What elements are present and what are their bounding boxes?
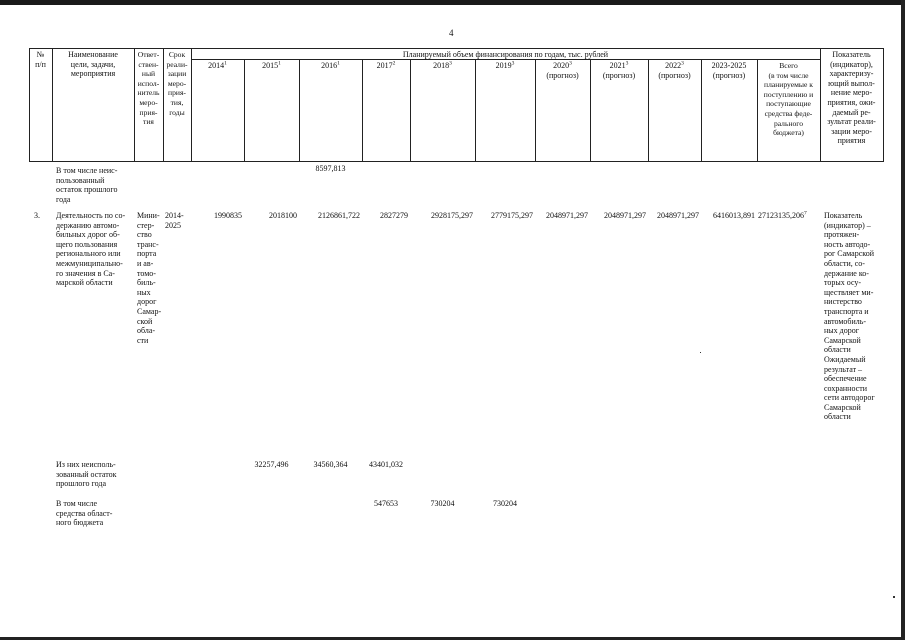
header-year-label: 2020 bbox=[553, 61, 570, 70]
row-regional-budget-2019: 730204 bbox=[493, 499, 517, 508]
vline-2015 bbox=[299, 59, 300, 162]
row-regional-budget-2018: 730204 bbox=[430, 499, 455, 508]
header-col-term: Срок реали- зации меро- прия- тия, годы bbox=[166, 50, 188, 117]
header-year-6 bbox=[535, 61, 590, 80]
row-item-value-3: 2827279 bbox=[380, 211, 408, 220]
row-item-value-8: 2048971,297 bbox=[657, 211, 699, 220]
row-item-value-6: 2048971,297 bbox=[546, 211, 588, 220]
header-year-forecast: (прогноз) bbox=[658, 70, 691, 80]
row-item-number: 3. bbox=[34, 211, 40, 220]
vline-right bbox=[883, 48, 884, 162]
row-item-indicator: Показатель (индикатор) – протяжен- ность автодо- рог Самарской области, со- держание ко- торых осу- ществляет ми- нистерство транспорта и автомобиль- ных дорог Самарской области Ожидаемый результат – обеспечение сохранности сети автодорог Самарской области bbox=[824, 211, 875, 422]
row-item-responsible: Мини- стер- ство транс- порта и ав- томо- биль- ных дорог Самар- ской обла- сти bbox=[137, 211, 162, 345]
header-year-footnote: 1 bbox=[337, 60, 340, 67]
header-year-label: 2018 bbox=[433, 61, 450, 70]
header-bottom-line bbox=[29, 161, 883, 162]
header-year-label: 2019 bbox=[495, 61, 512, 70]
row-unused-balance-name: В том числе неис- пользованный остаток прошлого года bbox=[56, 166, 118, 204]
header-year-4 bbox=[410, 61, 475, 71]
header-year-footnote: 3 bbox=[625, 60, 629, 67]
header-year-3 bbox=[362, 61, 410, 71]
vline-2016 bbox=[362, 59, 363, 162]
header-year-label: 2014 bbox=[208, 61, 225, 70]
row-item-value-0: 1990835 bbox=[214, 211, 242, 220]
row-regional-budget-2017: 547653 bbox=[374, 499, 398, 508]
row-item-value-5: 2779175,297 bbox=[491, 211, 533, 220]
header-year-1 bbox=[244, 61, 299, 71]
header-year-forecast: (прогноз) bbox=[712, 70, 746, 80]
header-col-indicator: Показатель (индикатор), характеризу- ющий выпол- нение меро- приятия, ожи- даемый ре- зультат реали- зации меро- приятия bbox=[827, 50, 876, 146]
row-unused-remainder-name: Из них неисполь- зованный остаток прошлого года bbox=[56, 460, 117, 489]
header-year-label: 2023-2025 bbox=[711, 61, 747, 70]
row-item-value-4: 2928175,297 bbox=[431, 211, 473, 220]
row-item-term: 2014- 2025 bbox=[165, 211, 184, 230]
row-item-total bbox=[758, 211, 807, 221]
row-unused-remainder-2017: 43401,032 bbox=[369, 460, 403, 469]
row-item-total-footnote: 7 bbox=[804, 210, 807, 217]
header-year-footnote: 3 bbox=[569, 60, 572, 67]
row-unused-remainder-2015: 32257,496 bbox=[254, 460, 289, 469]
header-year-5 bbox=[475, 61, 535, 71]
scan-speck bbox=[700, 352, 701, 353]
scan-top-border bbox=[0, 0, 905, 5]
header-year-forecast: (прогноз) bbox=[546, 70, 579, 80]
header-year-0 bbox=[191, 61, 244, 71]
row-item-value-2: 2126861,722 bbox=[318, 211, 360, 220]
header-year-footnote: 1 bbox=[224, 60, 227, 67]
scan-right-border bbox=[901, 0, 905, 640]
vline-2014 bbox=[244, 59, 245, 162]
row-item-value-7: 2048971,297 bbox=[604, 211, 646, 220]
header-year-label: 2015 bbox=[262, 61, 279, 70]
header-year-label: 2016 bbox=[321, 61, 338, 70]
header-col-responsible: Ответ- ствен- ный испол- нитель меро- прия- тия bbox=[137, 50, 160, 127]
header-year-footnote: 3 bbox=[449, 60, 452, 67]
header-year-footnote: 3 bbox=[681, 60, 684, 67]
header-year-8 bbox=[648, 61, 701, 80]
header-year-forecast: (прогноз) bbox=[602, 70, 636, 80]
page-number: 4 bbox=[449, 28, 454, 38]
row-item-total-value: 27123135,206 bbox=[758, 211, 804, 220]
row-regional-budget-name: В том числе средства област- ного бюджета bbox=[56, 499, 113, 528]
scan-speck bbox=[893, 596, 895, 598]
row-item-value-1: 2018100 bbox=[269, 211, 297, 220]
group-title-underline bbox=[191, 59, 820, 60]
header-col-total: Всего (в том числе планируемые к поступлению и поступающие средства феде- рального бюджета) bbox=[763, 61, 814, 138]
row-unused-balance-2016: 8597,813 bbox=[315, 164, 346, 173]
header-col-name: Наименование цели, задачи, мероприятия bbox=[68, 50, 118, 79]
vline-2017 bbox=[410, 59, 411, 162]
header-year-footnote: 1 bbox=[278, 60, 281, 67]
header-year-label: 2021 bbox=[609, 61, 626, 70]
header-year-2 bbox=[299, 61, 362, 71]
header-financing-group-title: Планируемый объем финансирования по годам, тыс. рублей bbox=[402, 49, 609, 59]
row-item-name: Деятельность по со- держанию автомо- бильных дорог об- щего пользования регионального или межмуниципально- го значения в Са- марской области bbox=[56, 211, 126, 288]
row-item-value-9: 6416013,891 bbox=[713, 211, 755, 220]
header-col-no: № п/п bbox=[35, 50, 46, 69]
header-year-7 bbox=[590, 61, 648, 80]
header-year-label: 2017 bbox=[376, 61, 393, 70]
header-year-footnote: 3 bbox=[511, 60, 515, 67]
row-unused-remainder-2016: 34560,364 bbox=[313, 460, 348, 469]
header-year-footnote: 2 bbox=[392, 60, 396, 67]
header-year-9 bbox=[701, 61, 757, 80]
vline-2018 bbox=[475, 59, 476, 162]
header-year-label: 2022 bbox=[665, 61, 682, 70]
